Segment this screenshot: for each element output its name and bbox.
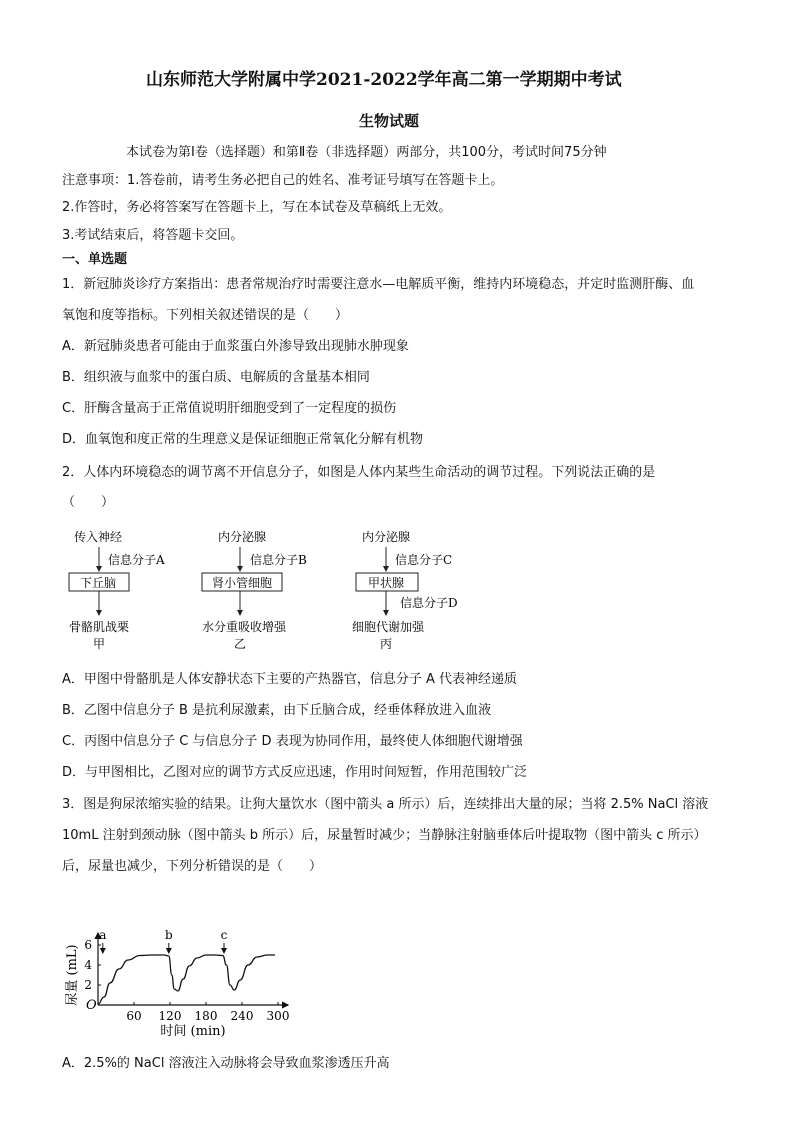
q1-option-b: B．组织液与血浆中的蛋白质、电解质的含量基本相同 (62, 370, 370, 385)
q1-option-d: D．血氧饱和度正常的生理意义是保证细胞正常氧化分解有机物 (62, 432, 424, 447)
y-tick-label: 2 (84, 978, 92, 992)
urine-volume-chart (62, 895, 290, 1045)
yi-effect: 水分重吸收增强 (202, 620, 287, 634)
q1-option-a: A．新冠肺炎患者可能由于血浆蛋白外渗导致出现肺水肿现象 (62, 339, 409, 354)
jia-source: 传入神经 (74, 530, 123, 544)
x-tick-label: 180 (194, 1009, 218, 1023)
exam-intro: 本试卷为第Ⅰ卷（选择题）和第Ⅱ卷（非选择题）两部分，共100分，考试时间75分钟 (126, 145, 607, 160)
diagram-bing (352, 529, 458, 651)
exam-title: 山东师范大学附属中学2021-2022学年高二第一学期期中考试 (146, 70, 622, 90)
bing-effect: 细胞代谢加强 (352, 620, 425, 634)
q3-stem-line1: 3．图是狗尿浓缩实验的结果。让狗大量饮水（图中箭头 a 所示）后，连续排出大量的尿；当将 2.5% NaCl 溶液 (62, 797, 709, 812)
note-1: 注意事项：1.答卷前，请考生务必把自己的姓名、准考证号填写在答题卡上。 (62, 173, 504, 188)
origin-label: O (86, 998, 97, 1013)
q1-stem-line1: 1．新冠肺炎诊疗方案指出：患者常规治疗时需要注意水—电解质平衡，维持内环境稳态，并定时监测肝酶、血 (62, 277, 695, 292)
q2-option-c: C．丙图中信息分子 C 与信息分子 D 表现为协同作用，最终使人体细胞代谢增强 (62, 734, 523, 749)
diagram-jia (69, 529, 165, 651)
urine-volume-line (98, 955, 275, 1004)
section-heading: 一、单选题 (62, 252, 128, 267)
yi-signal: 信息分子B (250, 553, 307, 567)
q2-stem-line2: （ ） (62, 495, 115, 510)
bing-signal: 信息分子C (395, 553, 453, 567)
q3-stem-line3: 后，尿量也减少，下列分析错误的是（ ） (62, 859, 323, 874)
y-tick-label: 6 (84, 938, 92, 952)
q2-option-b: B．乙图中信息分子 B 是抗利尿激素，由下丘脑合成，经垂体释放进入血液 (62, 703, 492, 718)
q3-stem-line2: 10mL 注射到颈动脉（图中箭头 b 所示）后，尿量暂时减少；当静脉注射脑垂体后叶提取物（图中箭头 c 所示） (62, 828, 707, 843)
x-tick-label: 300 (266, 1009, 290, 1023)
yi-source: 内分泌腺 (218, 530, 267, 544)
q2-option-d: D．与甲图相比，乙图对应的调节方式反应迅速，作用时间短暂，作用范围较广泛 (62, 765, 528, 780)
event-arrow-label: c (220, 928, 228, 942)
jia-label: 甲 (93, 637, 106, 651)
note-3: 3.考试结束后，将答题卡交回。 (62, 228, 244, 243)
bing-signal-2: 信息分子D (400, 596, 458, 610)
subject-title: 生物试题 (359, 112, 420, 130)
y-axis-label: 尿量 (mL) (65, 944, 80, 1006)
x-tick-label: 240 (230, 1009, 254, 1023)
note-2: 2.作答时，务必将答案写在答题卡上，写在本试卷及草稿纸上无效。 (62, 200, 452, 215)
diagram-yi (202, 529, 307, 651)
x-tick-label: 120 (158, 1009, 182, 1023)
y-tick-label: 4 (84, 958, 92, 972)
x-tick-label: 60 (126, 1009, 142, 1023)
q1-stem-line2: 氧饱和度等指标。下列相关叙述错误的是（ ） (62, 308, 349, 323)
regulation-diagram (62, 527, 482, 657)
bing-label: 丙 (380, 637, 393, 651)
bing-organ: 甲状腺 (368, 576, 405, 590)
q1-option-c: C．肝酶含量高于正常值说明肝细胞受到了一定程度的损伤 (62, 401, 397, 416)
event-arrow-label: a (99, 928, 107, 942)
jia-effect: 骨骼肌战栗 (69, 620, 130, 634)
q3-option-a: A．2.5%的 NaCl 溶液注入动脉将会导致血浆渗透压升高 (62, 1056, 390, 1071)
q2-stem-line1: 2．人体内环境稳态的调节离不开信息分子，如图是人体内某些生命活动的调节过程。下列说法正确的是 (62, 465, 656, 480)
x-axis-label: 时间 (min) (160, 1024, 226, 1039)
event-arrow-label: b (164, 928, 173, 942)
bing-source: 内分泌腺 (362, 530, 411, 544)
jia-signal: 信息分子A (108, 553, 165, 567)
yi-label: 乙 (234, 637, 247, 651)
yi-organ: 肾小管细胞 (212, 576, 273, 590)
jia-organ: 下丘脑 (80, 576, 117, 590)
q2-option-a: A．甲图中骨骼肌是人体安静状态下主要的产热器官，信息分子 A 代表神经递质 (62, 672, 518, 687)
